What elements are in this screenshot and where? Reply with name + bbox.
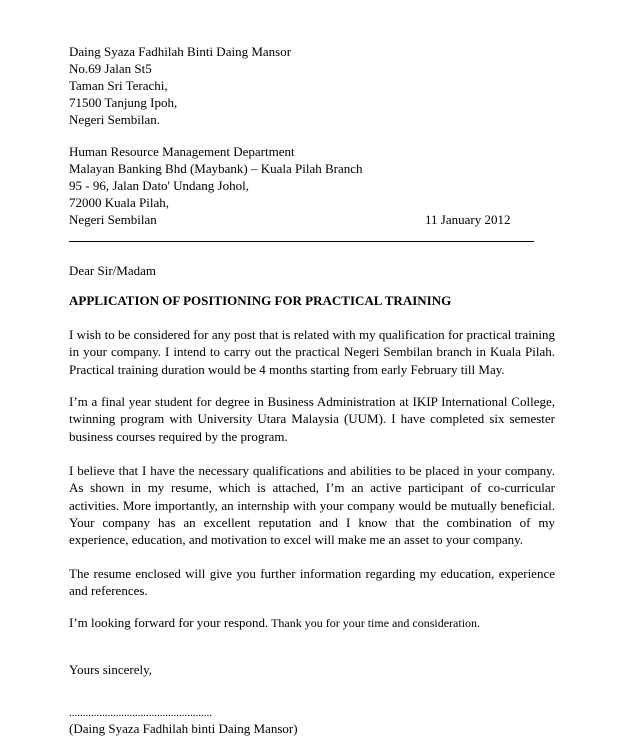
signature-line: ....................................................	[69, 707, 212, 719]
separator-line	[69, 241, 534, 242]
letter-date: 11 January 2012	[425, 212, 511, 227]
body-paragraph: The resume enclosed will give you further information regarding my education, experience and references.	[69, 566, 555, 599]
closing-paragraph	[69, 614, 555, 631]
body-paragraph: I believe that I have the necessary qualifications and abilities to be placed in your company. As shown in my resume, which is attached, I’m an active participant of co-curricular activities. More importantly, an internship with your company would be mutually beneficial. Your company has an excellent reputation and I know that the combination of my experience, education, and motivation to excel will make me an asset to your company.	[69, 463, 555, 548]
body-paragraph: I wish to be considered for any post that is related with my qualification for practical training in your company. I intend to carry out the practical Negeri Sembilan branch in Kuala Pilah. Practical training duration would be 4 months starting from early February till May.	[69, 327, 555, 377]
recipient-line: Human Resource Management Department	[69, 144, 295, 159]
sender-line: 71500 Tanjung Ipoh,	[69, 95, 178, 110]
sender-line: No.69 Jalan St5	[69, 61, 152, 76]
subject-heading: APPLICATION OF POSITIONING FOR PRACTICAL TRAINING	[69, 293, 452, 308]
sender-line: Negeri Sembilan.	[69, 112, 160, 127]
closing-part-1: I’m looking forward for your respond.	[69, 615, 269, 630]
body-paragraph: I’m a final year student for degree in Business Administration at IKIP International College, twinning program with University Utara Malaysia (UUM). I have completed six semester business courses required by the program.	[69, 394, 555, 444]
sender-address	[69, 43, 555, 128]
sender-line: Taman Sri Terachi,	[69, 78, 168, 93]
signature-name: (Daing Syaza Fadhilah binti Daing Mansor)	[69, 721, 298, 736]
recipient-line: Malayan Banking Bhd (Maybank) – Kuala Pilah Branch	[69, 161, 363, 176]
recipient-line: Negeri Sembilan	[69, 212, 157, 227]
sign-off: Yours sincerely,	[69, 662, 153, 677]
recipient-line: 72000 Kuala Pilah,	[69, 195, 170, 210]
sender-line: Daing Syaza Fadhilah Binti Daing Mansor	[69, 44, 292, 59]
salutation: Dear Sir/Madam	[69, 263, 157, 278]
closing-part-2: Thank you for your time and consideration.	[268, 616, 481, 630]
recipient-line: 95 - 96, Jalan Dato' Undang Johol,	[69, 178, 249, 193]
